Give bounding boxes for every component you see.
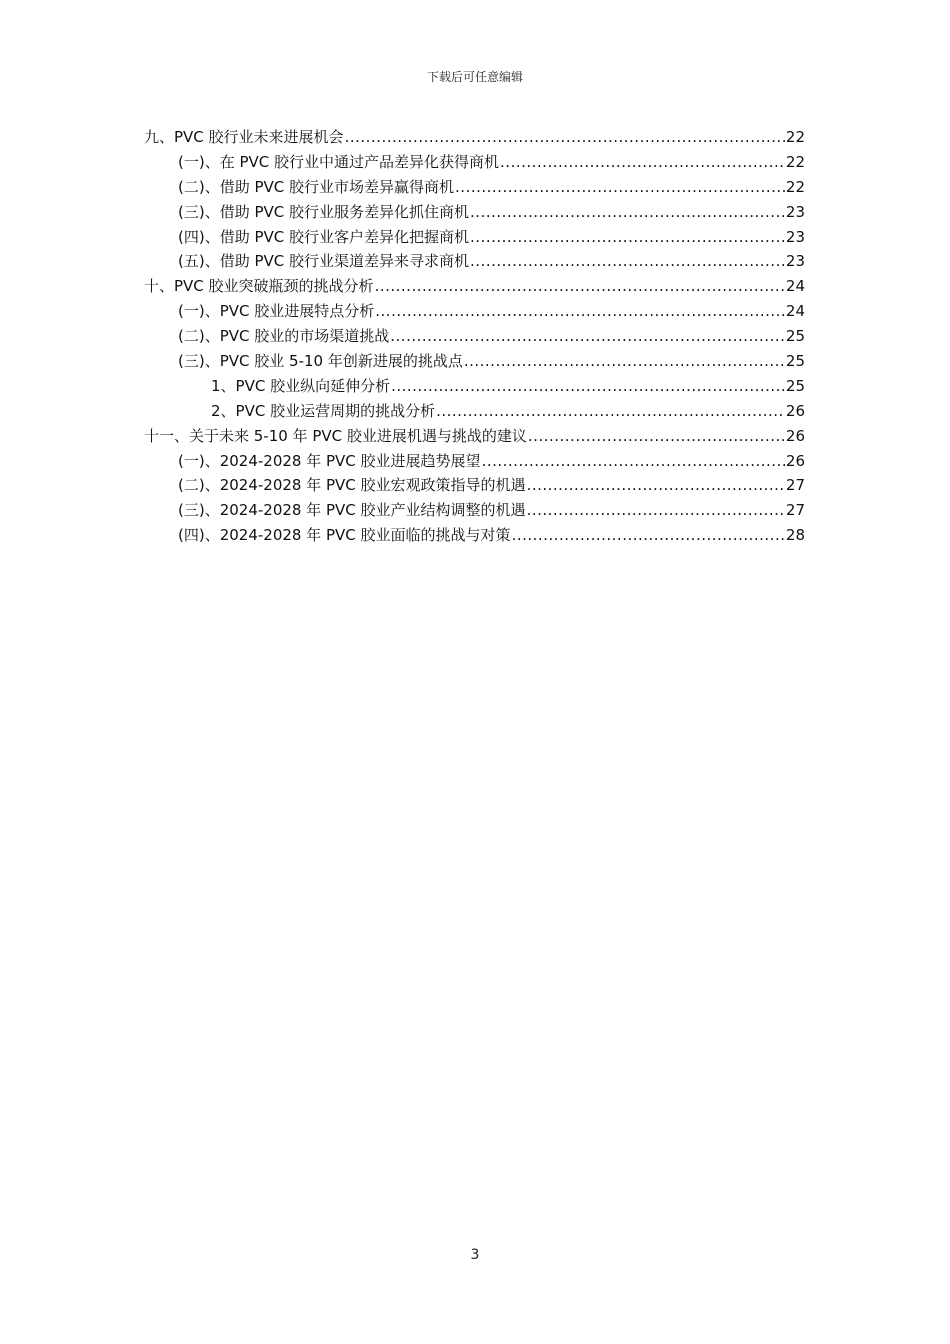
toc-entry-page: 26 [785, 451, 805, 470]
toc-entry[interactable] [144, 349, 805, 374]
toc-entry-title: 2、PVC 胶业运营周期的挑战分析 [211, 401, 436, 420]
toc-entry[interactable] [144, 225, 805, 250]
toc-entry-title: 九、PVC 胶行业未来进展机会 [144, 128, 344, 146]
toc-leader-dots [470, 225, 785, 250]
toc-entry-title: 1、PVC 胶业纵向延伸分析 [211, 376, 391, 395]
toc-leader-dots [345, 125, 785, 150]
toc-entry[interactable] [144, 150, 805, 175]
toc-entry-title: (五)、借助 PVC 胶行业渠道差异来寻求商机 [178, 252, 470, 271]
toc-leader-dots [455, 175, 785, 200]
toc-entry[interactable] [144, 274, 805, 299]
toc-entry-title: (三)、2024-2028 年 PVC 胶业产业结构调整的机遇 [178, 501, 526, 520]
toc-entry-title: (一)、2024-2028 年 PVC 胶业进展趋势展望 [178, 451, 481, 470]
toc-leader-dots [528, 424, 785, 449]
toc-entry-title: (三)、PVC 胶业 5-10 年创新进展的挑战点 [178, 352, 463, 371]
toc-entry[interactable] [144, 449, 805, 474]
toc-entry-title: 十一、关于未来 5-10 年 PVC 胶业进展机遇与挑战的建议 [144, 426, 527, 445]
toc-entry-title: 十、PVC 胶业突破瓶颈的挑战分析 [144, 277, 374, 296]
toc-entry-title: (二)、PVC 胶业的市场渠道挑战 [178, 327, 390, 346]
toc-leader-dots [375, 299, 785, 324]
toc-entry-title: (三)、借助 PVC 胶行业服务差异化抓住商机 [178, 202, 470, 221]
toc-leader-dots [470, 200, 785, 225]
toc-entry-page: 24 [785, 277, 805, 296]
toc-entry[interactable] [144, 125, 805, 150]
toc-entry-page: 25 [785, 327, 805, 346]
toc-entry-page: 25 [785, 352, 805, 371]
toc-entry-title: (一)、在 PVC 胶行业中通过产品差异化获得商机 [178, 152, 500, 171]
toc-entry-page: 26 [785, 426, 805, 445]
toc-entry-title: (一)、PVC 胶业进展特点分析 [178, 302, 375, 321]
toc-entry-page: 27 [785, 476, 805, 495]
toc-entry[interactable] [144, 374, 805, 399]
toc-leader-dots [500, 150, 785, 175]
toc-entry-title: (四)、借助 PVC 胶行业客户差异化把握商机 [178, 227, 470, 246]
toc-leader-dots [527, 473, 785, 498]
toc-entry[interactable] [144, 175, 805, 200]
toc-entry-page: 24 [785, 302, 805, 321]
page-header: 下载后可任意编辑 [426, 70, 523, 84]
toc-entry-page: 25 [785, 376, 805, 395]
toc-entry[interactable] [144, 200, 805, 225]
toc-leader-dots [470, 249, 785, 274]
toc-entry-page: 22 [785, 152, 805, 171]
toc-leader-dots [512, 523, 785, 548]
toc-entry[interactable] [144, 498, 805, 523]
page-number: 3 [470, 1247, 480, 1263]
toc-entry[interactable] [144, 473, 805, 498]
toc-entry-page: 26 [785, 401, 805, 420]
toc-entry-page: 23 [785, 202, 805, 221]
toc-entry[interactable] [144, 249, 805, 274]
toc-entry-title: (四)、2024-2028 年 PVC 胶业面临的挑战与对策 [178, 526, 511, 545]
toc-entry-page: 27 [785, 501, 805, 520]
toc-entry[interactable] [144, 324, 805, 349]
toc-leader-dots [391, 374, 785, 399]
toc-entry-page: 23 [785, 227, 805, 246]
toc-entry[interactable] [144, 299, 805, 324]
toc-entry-page: 23 [785, 252, 805, 271]
toc-entry[interactable] [144, 523, 805, 548]
toc-leader-dots [390, 324, 785, 349]
toc-entry-title: (二)、借助 PVC 胶行业市场差异赢得商机 [178, 177, 455, 196]
toc-entry-title: (二)、2024-2028 年 PVC 胶业宏观政策指导的机遇 [178, 476, 526, 495]
toc-leader-dots [375, 274, 785, 299]
toc-leader-dots [482, 449, 785, 474]
toc-leader-dots [436, 399, 785, 424]
toc-leader-dots [527, 498, 785, 523]
toc-entry-page: 28 [785, 526, 805, 545]
toc-entry-page: 22 [785, 128, 805, 146]
toc-leader-dots [464, 349, 785, 374]
toc-entry[interactable] [144, 399, 805, 424]
toc-entry[interactable] [144, 424, 805, 449]
toc-entry-page: 22 [785, 177, 805, 196]
table-of-contents [144, 125, 805, 548]
